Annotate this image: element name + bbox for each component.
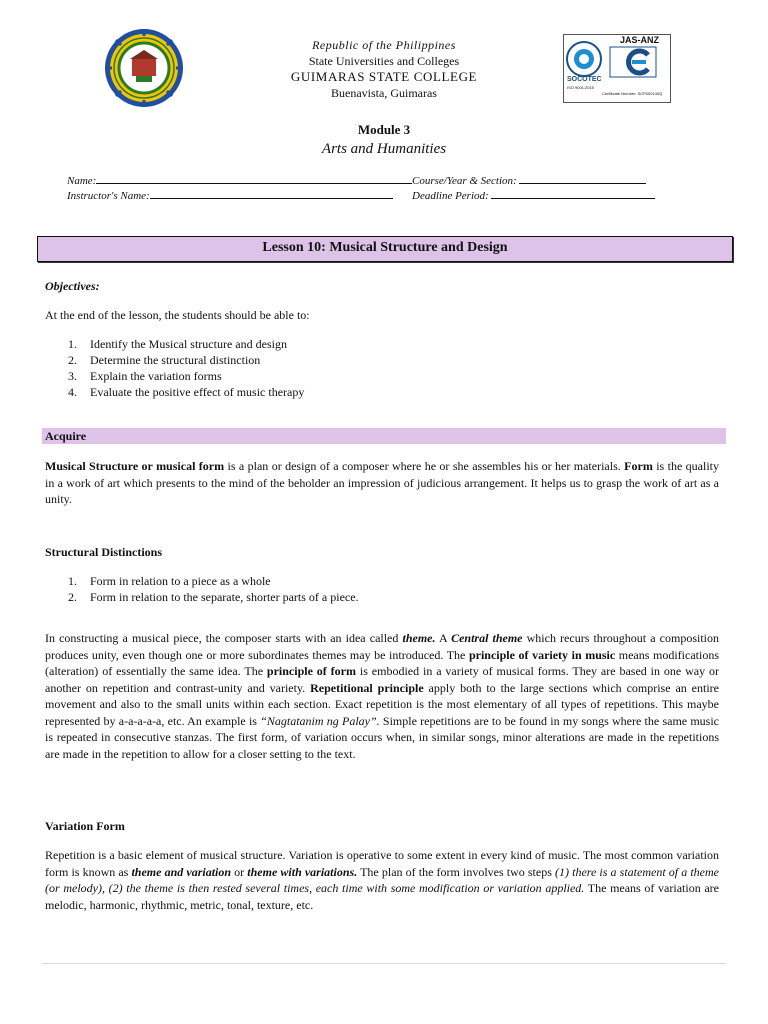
certification-logo bbox=[563, 34, 671, 103]
list-item-text: Evaluate the positive effect of music therapy bbox=[90, 385, 305, 399]
list-item bbox=[68, 384, 304, 400]
cert-jasanz-label: JAS-ANZ bbox=[620, 35, 660, 45]
paragraph-text: A bbox=[435, 631, 452, 645]
paragraph-text: The means of variation are melodic, harmonic, rhythmic, metric, tonal, texture, etc. bbox=[45, 881, 719, 912]
bold-term: principle of form bbox=[266, 664, 356, 678]
variation-form-heading: Variation Form bbox=[45, 819, 125, 833]
subject-title: Arts and Humanities bbox=[321, 141, 447, 157]
structural-distinctions-heading: Structural Distinctions bbox=[45, 545, 162, 559]
course-field-label: Course/Year & Section: bbox=[412, 175, 517, 187]
paragraph-text: In constructing a musical piece, the composer starts with an idea called bbox=[45, 631, 403, 645]
college-seal-logo bbox=[104, 28, 184, 108]
list-item bbox=[68, 573, 359, 589]
header-republic: Republic of the Philippines bbox=[312, 38, 456, 52]
acquire-section-bar bbox=[42, 428, 726, 444]
list-item-number: 1. bbox=[68, 574, 77, 588]
list-item bbox=[68, 589, 359, 605]
header-location: Buenavista, Guimaras bbox=[331, 86, 437, 100]
italic-example: “Nagtatanim ng Palay”. bbox=[260, 713, 380, 728]
header-system: State Universities and Colleges bbox=[308, 54, 460, 68]
name-field-label: Name: bbox=[67, 175, 97, 187]
instructor-field-label: Instructor's Name: bbox=[67, 190, 150, 202]
paragraph-text: apply both to the large sections which comprise an entire movement and also to the small units within each section. Exact repetition is the most elementary of all types of repetitions. This maybe represented by a-a-a-a-a, etc. An example is bbox=[45, 680, 719, 728]
objectives-list bbox=[68, 336, 304, 400]
paragraph-musical-theme bbox=[45, 630, 719, 762]
paragraph-text: means modifications (alteration) of essentially the same idea. The bbox=[45, 647, 719, 678]
list-item-number: 3. bbox=[68, 369, 77, 383]
list-item-text: Determine the structural distinction bbox=[90, 353, 261, 367]
list-item-number: 1. bbox=[68, 337, 77, 351]
bold-italic-term: theme. bbox=[402, 631, 436, 645]
name-field bbox=[67, 174, 412, 187]
list-item-number: 4. bbox=[68, 385, 77, 399]
paragraph-text: The plan of the form involves two steps bbox=[357, 864, 555, 879]
paragraph-text: is the quality in a work of art which presents to the mind of the beholder an impression of judicious arrangement. It helps us to grasp the work of art as a unity. bbox=[45, 459, 719, 506]
list-item bbox=[68, 352, 304, 368]
header-college-name: GUIMARAS STATE COLLEGE bbox=[290, 69, 478, 84]
course-field bbox=[412, 174, 646, 187]
list-item-number: 2. bbox=[68, 353, 77, 367]
bold-term: Form bbox=[624, 459, 653, 473]
deadline-field bbox=[412, 189, 655, 202]
list-item-text: Explain the variation forms bbox=[90, 369, 222, 383]
paragraph-text: Simple repetitions are to be found in my songs where the same music is repeated in consecutive stanzas. The first form, of variation occurs when, in similar songs, minor alterations are made in the repetitions are made in the repetition to allow for a closer setting to the text. bbox=[45, 713, 719, 761]
paragraph-musical-structure bbox=[45, 458, 719, 508]
module-title: Module 3 bbox=[357, 122, 411, 137]
acquire-heading: Acquire bbox=[45, 429, 87, 443]
bold-term: principle of variety in music bbox=[468, 647, 616, 662]
list-item-number: 2. bbox=[68, 590, 77, 604]
list-item-text: Identify the Musical structure and design bbox=[90, 337, 287, 351]
list-item-text: Form in relation to a piece as a whole bbox=[90, 574, 271, 588]
cert-brand-label: SOCOTEC bbox=[567, 76, 602, 83]
objectives-intro: At the end of the lesson, the students should be able to: bbox=[45, 308, 310, 322]
bold-italic-term: Central theme bbox=[451, 631, 523, 645]
footer-divider bbox=[42, 963, 726, 964]
bold-italic-term: theme with variations. bbox=[247, 864, 358, 879]
list-item-text: Form in relation to the separate, shorter parts of a piece. bbox=[90, 590, 359, 604]
structural-list bbox=[68, 573, 359, 605]
bold-term: Repetitional principle bbox=[310, 680, 424, 695]
lesson-title: Lesson 10: Musical Structure and Design bbox=[262, 240, 508, 255]
lesson-title-box bbox=[37, 236, 733, 262]
cert-number-label: Certificate Number: SCP000140Q bbox=[602, 91, 663, 96]
cert-standard-label: ISO 9001:2015 bbox=[567, 85, 594, 90]
paragraph-text: is embodied in a variety of musical forms. They are based in one way or another on repetition and contrast-unity and variety. bbox=[45, 664, 719, 695]
bold-italic-term: theme and variation bbox=[131, 864, 232, 879]
list-item bbox=[68, 336, 304, 352]
paragraph-text: or bbox=[231, 864, 248, 879]
deadline-field-label: Deadline Period: bbox=[412, 190, 489, 202]
italic-steps: (1) there is a statement of a theme (or melody), (2) the theme is then rested several times, each time with some modification or variation applied. bbox=[45, 864, 719, 895]
paragraph-text: is a plan or design of a composer where he or she assembles his or her materials. bbox=[224, 459, 625, 473]
paragraph-text: which recurs throughout a composition produces unity, even though one or more subordinates themes may be introduced. The bbox=[45, 631, 720, 662]
paragraph-variation-form bbox=[45, 847, 719, 913]
objectives-heading: Objectives: bbox=[45, 279, 100, 293]
bold-term: Musical Structure or musical form bbox=[45, 459, 225, 473]
list-item bbox=[68, 368, 304, 384]
paragraph-text: Repetition is a basic element of musical structure. Variation is operative to some extent in every kind of music. The most common variation form is known as bbox=[45, 848, 719, 879]
instructor-field bbox=[67, 189, 393, 202]
